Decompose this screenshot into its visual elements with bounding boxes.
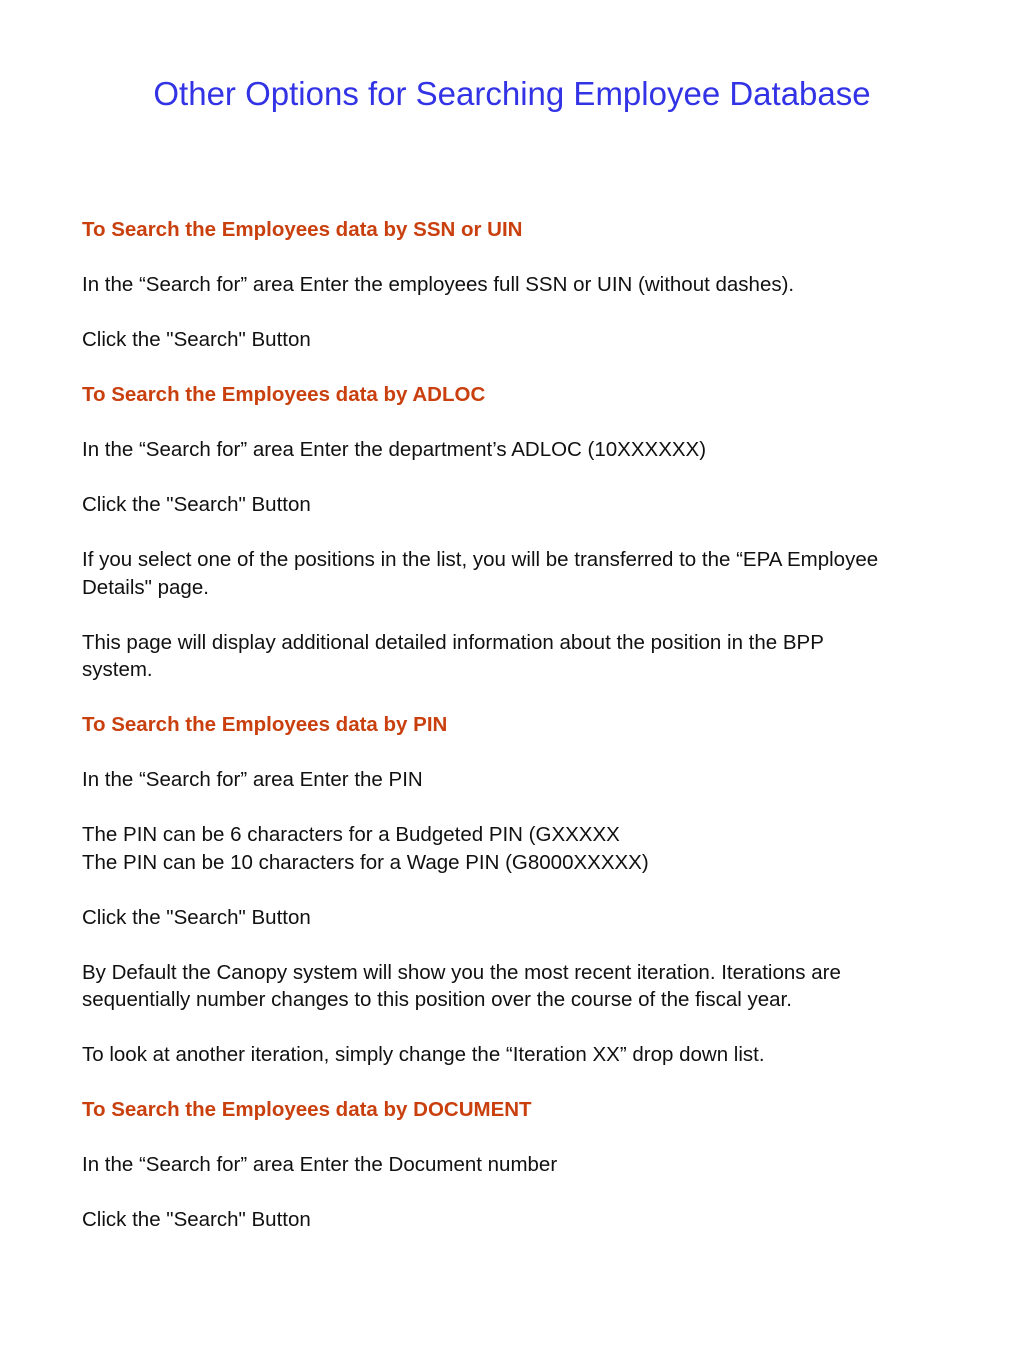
paragraph-line: system.	[82, 658, 153, 681]
paragraph-line: In the “Search for” area Enter the employees full SSN or UIN (without dashes).	[82, 273, 795, 296]
paragraph-line: Click the "Search" Button	[82, 328, 311, 351]
section-heading-document: To Search the Employees data by DOCUMENT	[82, 1098, 532, 1121]
section-heading-ssn-uin: To Search the Employees data by SSN or UIN	[82, 218, 523, 241]
paragraph-line: This page will display additional detailed information about the position in the BPP	[82, 630, 824, 654]
section-heading-adloc: To Search the Employees data by ADLOC	[82, 383, 486, 406]
page-title: Other Options for Searching Employee Database	[153, 75, 871, 112]
paragraph-line: In the “Search for” area Enter the department’s ADLOC (10XXXXXX)	[82, 438, 707, 461]
paragraph-line: To look at another iteration, simply change the “Iteration XX” drop down list.	[82, 1043, 765, 1066]
paragraph-line: Click the "Search" Button	[82, 1208, 311, 1231]
paragraph-line: sequentially number changes to this position over the course of the fiscal year.	[82, 988, 792, 1011]
paragraph-line: In the “Search for” area Enter the PIN	[82, 768, 423, 791]
paragraph-line: Click the "Search" Button	[82, 493, 311, 516]
section-heading-pin: To Search the Employees data by PIN	[82, 713, 448, 736]
paragraph-line: The PIN can be 10 characters for a Wage PIN (G8000XXXXX)	[82, 850, 649, 874]
paragraph-line: Details" page.	[82, 575, 209, 599]
paragraph-line: The PIN can be 6 characters for a Budgeted PIN (GXXXXX	[82, 823, 620, 846]
paragraph-line: In the “Search for” area Enter the Document number	[82, 1153, 558, 1176]
paragraph-line: Click the "Search" Button	[82, 905, 311, 929]
paragraph-line: If you select one of the positions in the list, you will be transferred to the “EPA Employee	[82, 548, 879, 571]
paragraph-line: By Default the Canopy system will show you the most recent iteration. Iterations are	[82, 960, 841, 984]
document-body	[82, 216, 982, 1234]
